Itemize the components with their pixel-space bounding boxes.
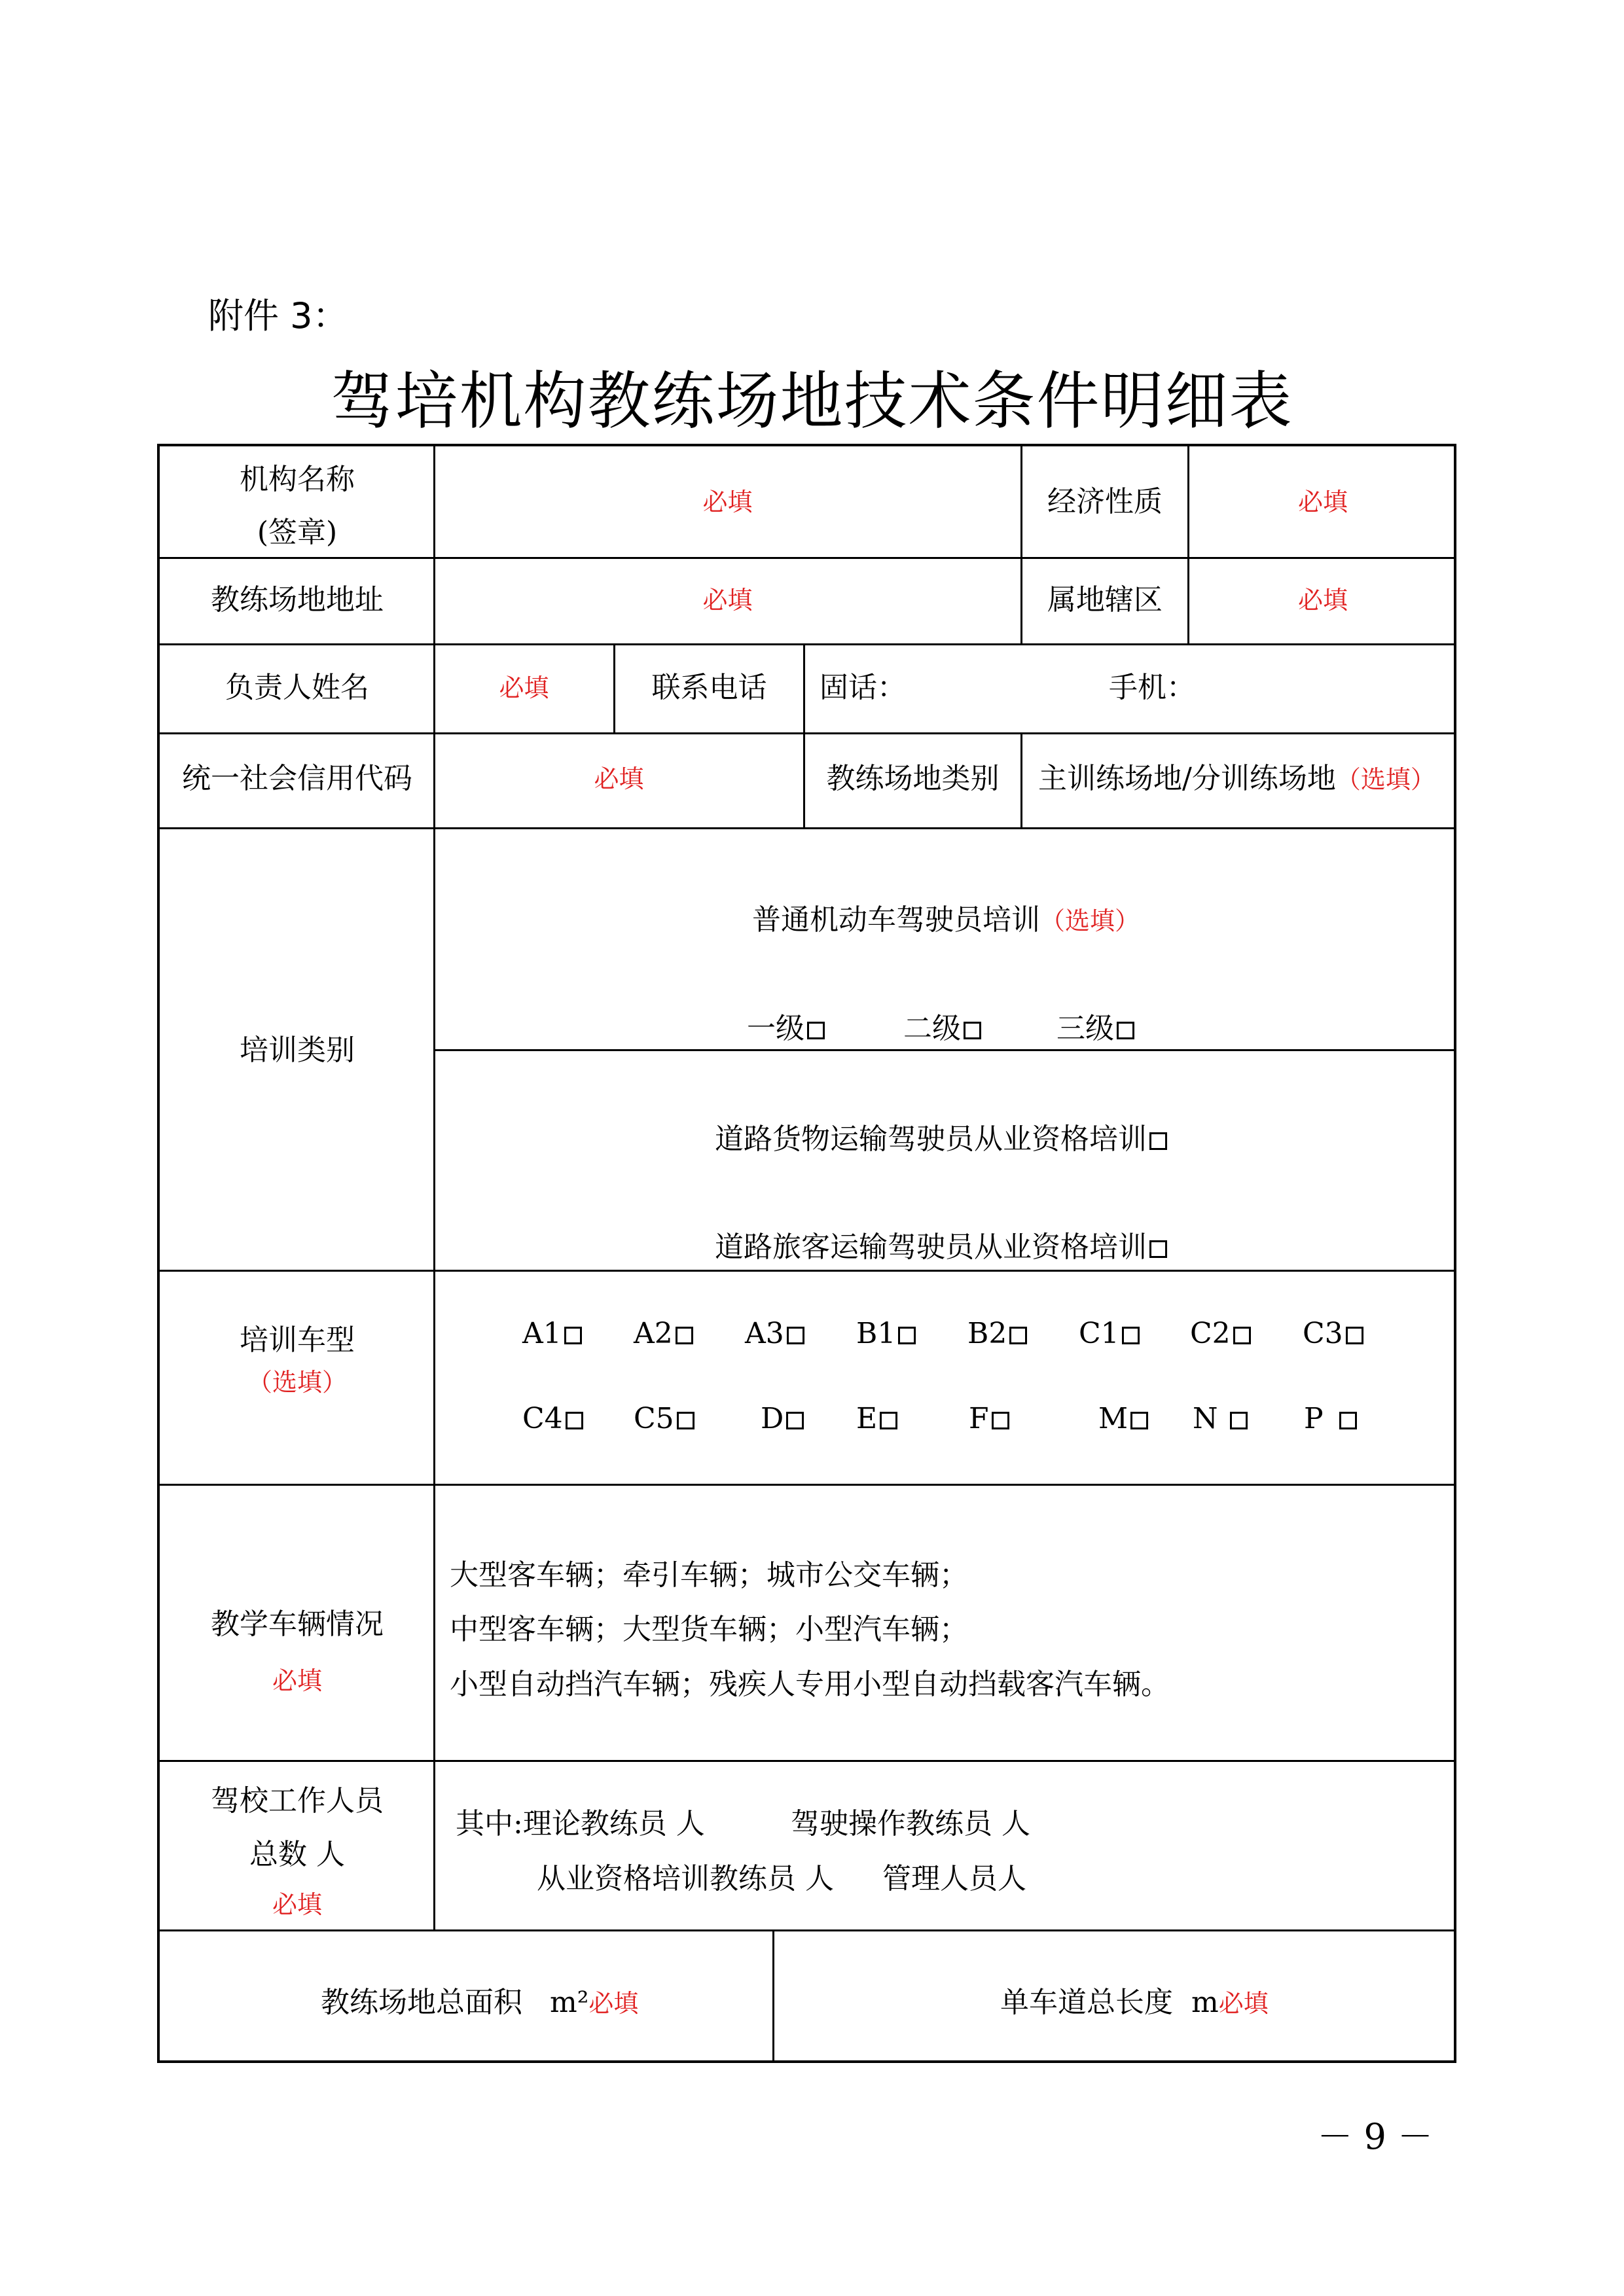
staff-label: 驾校工作人员 [211,1784,384,1818]
teaching-vehicles-required: 必填 [272,1666,322,1695]
vehicle-type-checkbox[interactable] [1122,1327,1140,1344]
staff-required: 必填 [272,1890,322,1919]
org-name-seal-label: (签章) [257,516,338,549]
teaching-vehicles-label: 教学车辆情况 [211,1607,384,1641]
vehicle-type-option[interactable]: N [1193,1401,1248,1437]
org-name-field[interactable]: 必填 [702,488,753,516]
level-1-option[interactable]: 一级 [747,1011,825,1047]
credit-code-field[interactable]: 必填 [594,764,644,793]
vehicle-type-checkbox[interactable] [786,1412,804,1429]
vehicle-type-option[interactable]: B2 [967,1316,1027,1352]
cargo-training-option[interactable]: 道路货物运输驾驶员从业资格培训 [715,1121,1167,1158]
vehicle-type-option[interactable]: C3 [1303,1316,1363,1352]
training-category-label: 培训类别 [240,1033,355,1067]
level-1-checkbox[interactable] [807,1022,825,1039]
vehicle-type-checkbox[interactable] [898,1327,916,1344]
vehicle-type-checkbox[interactable] [1346,1327,1363,1344]
vehicle-type-checkbox[interactable] [880,1412,897,1429]
landline-field[interactable]: 固话： [820,671,906,704]
vehicle-type-option[interactable]: A1 [522,1316,582,1352]
vehicle-type-checkbox[interactable] [992,1412,1009,1429]
vehicle-type-option[interactable]: C2 [1190,1316,1251,1352]
econ-nature-label: 经济性质 [1047,485,1163,518]
vehicle-type-checkbox[interactable] [787,1327,804,1344]
level-2-checkbox[interactable] [964,1022,981,1039]
lane-length-field[interactable]: 单车道总长度 m必填 [1000,1986,1269,2019]
staff-total-label[interactable]: 总数 人 [249,1838,345,1871]
vehicle-type-option[interactable]: A2 [634,1316,693,1352]
passenger-training-checkbox[interactable] [1149,1240,1167,1258]
site-area-field[interactable]: 教练场地总面积 m²必填 [321,1986,639,2019]
annex-label: 附件 3： [208,295,348,336]
level-3-checkbox[interactable] [1117,1022,1134,1039]
page-title: 驾培机构教练场地技术条件明细表 [331,365,1293,438]
vehicle-type-option[interactable]: E [856,1401,897,1437]
vehicle-type-option[interactable]: C1 [1079,1316,1140,1352]
vehicle-types-label: 培训车型 [240,1323,355,1357]
passenger-training-option[interactable]: 道路旅客运输驾驶员从业资格培训 [715,1229,1167,1266]
level-2-option[interactable]: 二级 [903,1011,981,1047]
vehicle-type-checkbox[interactable] [1339,1412,1357,1429]
vehicle-type-checkbox[interactable] [566,1412,583,1429]
teaching-vehicles-line-2[interactable]: 中型客车辆；大型货车辆；小型汽车辆； [450,1613,968,1646]
site-type-value: 主训练场地/分训练场地 [1038,762,1336,795]
site-type-label: 教练场地类别 [826,762,1000,795]
vehicle-type-option[interactable]: F [969,1401,1009,1437]
mobile-field[interactable]: 手机： [1109,671,1195,704]
driving-instructors-field[interactable]: 驾驶操作教练员 人 [791,1807,1030,1840]
general-training-label: 普通机动车驾驶员培训（选填） [752,903,1140,937]
managers-field[interactable]: 管理人员人 [882,1862,1026,1895]
vehicle-type-checkbox[interactable] [564,1327,582,1344]
vehicle-type-checkbox[interactable] [1233,1327,1251,1344]
vehicle-type-option[interactable]: B1 [856,1316,916,1352]
credit-code-label: 统一社会信用代码 [182,762,412,795]
qualification-instructors-field[interactable]: 从业资格培训教练员 人 [537,1862,834,1895]
person-in-charge-field[interactable]: 必填 [499,673,549,702]
vehicle-type-checkbox[interactable] [1009,1327,1027,1344]
jurisdiction-label: 属地辖区 [1047,583,1163,617]
site-type-field[interactable] [1038,761,1435,798]
org-name-label: 机构名称 [240,463,355,496]
vehicle-type-option[interactable]: M [1098,1401,1148,1437]
vehicle-type-option[interactable]: C4 [522,1401,583,1437]
vehicle-type-checkbox[interactable] [676,1327,693,1344]
site-address-field[interactable]: 必填 [702,586,753,615]
vehicle-type-checkbox[interactable] [677,1412,695,1429]
teaching-vehicles-line-1[interactable]: 大型客车辆；牵引车辆；城市公交车辆； [450,1558,968,1592]
vehicle-types-optional: （选填） [247,1368,347,1397]
theory-instructors-field[interactable]: 其中:理论教练员 人 [456,1807,705,1840]
econ-nature-field[interactable]: 必填 [1297,488,1348,516]
site-type-optional: （选填） [1335,765,1435,794]
vehicle-type-option[interactable]: C5 [634,1401,695,1437]
contact-phone-label: 联系电话 [651,671,767,704]
level-3-option[interactable]: 三级 [1056,1011,1134,1047]
vehicle-type-checkbox[interactable] [1230,1412,1248,1429]
site-address-label: 教练场地地址 [211,583,384,617]
page-number: － 9 － [1317,2116,1433,2157]
person-in-charge-label: 负责人姓名 [225,671,369,704]
cargo-training-checkbox[interactable] [1149,1132,1167,1150]
teaching-vehicles-line-3[interactable]: 小型自动挡汽车辆；残疾人专用小型自动挡载客汽车辆。 [450,1668,1170,1701]
vehicle-type-option[interactable]: A3 [745,1316,804,1352]
details-table [157,444,1456,2063]
vehicle-type-option[interactable]: D [761,1401,804,1437]
jurisdiction-field[interactable]: 必填 [1297,586,1348,615]
vehicle-type-checkbox[interactable] [1130,1412,1148,1429]
vehicle-type-option[interactable]: P [1304,1401,1357,1437]
